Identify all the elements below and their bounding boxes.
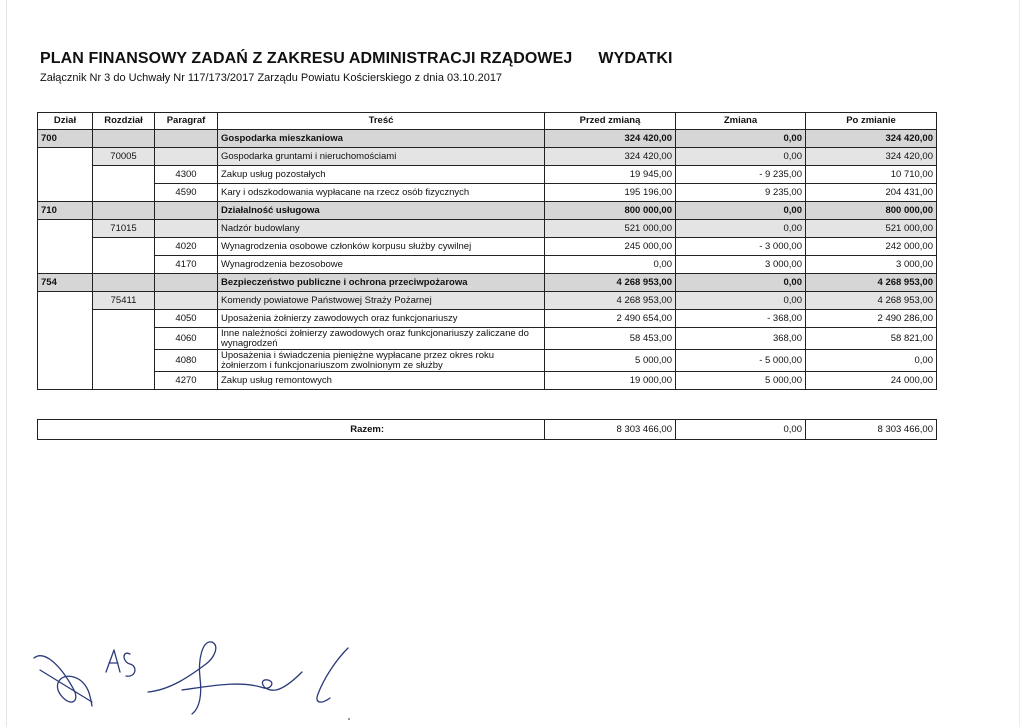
cell-tresc: Kary i odszkodowania wypłacane na rzecz osób fizycznych xyxy=(218,184,545,202)
budget-table xyxy=(37,112,937,390)
cell-tresc: Nadzór budowlany xyxy=(218,220,545,238)
cell-tresc: Gospodarka gruntami i nieruchomościami xyxy=(218,148,545,166)
signature-stroke-1 xyxy=(34,656,92,706)
table-row-paragraf xyxy=(38,350,937,372)
cell-przed: 245 000,00 xyxy=(545,238,676,256)
table-row-paragraf xyxy=(38,372,937,390)
cell-zmiana: 0,00 xyxy=(676,148,806,166)
signature-stroke-3 xyxy=(148,642,216,714)
initials-mark xyxy=(106,650,135,676)
cell-paragraf: 4170 xyxy=(155,256,218,274)
total-row xyxy=(38,420,937,440)
cell-po: 521 000,00 xyxy=(806,220,937,238)
cell-zmiana: - 368,00 xyxy=(676,310,806,328)
cell-zmiana: 3 000,00 xyxy=(676,256,806,274)
cell-zmiana: 5 000,00 xyxy=(676,372,806,390)
cell-po: 242 000,00 xyxy=(806,238,937,256)
cell-dzial: 710 xyxy=(38,202,93,220)
cell-po: 10 710,00 xyxy=(806,166,937,184)
cell-paragraf xyxy=(155,220,218,238)
table-row-paragraf xyxy=(38,256,937,274)
table-row-paragraf xyxy=(38,166,937,184)
table-row-rozdzial xyxy=(38,220,937,238)
cell-paragraf: 4050 xyxy=(155,310,218,328)
cell-dzial: 700 xyxy=(38,130,93,148)
cell-zmiana: 9 235,00 xyxy=(676,184,806,202)
cell-paragraf xyxy=(155,292,218,310)
cell-paragraf xyxy=(155,148,218,166)
cell-zmiana: 0,00 xyxy=(676,202,806,220)
cell-po: 324 420,00 xyxy=(806,130,937,148)
cell-po: 800 000,00 xyxy=(806,202,937,220)
cell-paragraf: 4020 xyxy=(155,238,218,256)
cell-dzial: 754 xyxy=(38,274,93,292)
table-row-paragraf xyxy=(38,184,937,202)
table-row-dzial xyxy=(38,130,937,148)
cell-rozdzial-empty xyxy=(93,238,155,274)
cell-tresc: Wynagrodzenia bezosobowe xyxy=(218,256,545,274)
cell-zmiana: - 9 235,00 xyxy=(676,166,806,184)
cell-przed: 195 196,00 xyxy=(545,184,676,202)
cell-zmiana: 0,00 xyxy=(676,274,806,292)
cell-paragraf: 4590 xyxy=(155,184,218,202)
col-header-po: Po zmianie xyxy=(806,113,937,130)
cell-tresc: Zakup usług remontowych xyxy=(218,372,545,390)
cell-przed: 521 000,00 xyxy=(545,220,676,238)
cell-tresc: Wynagrodzenia osobowe członków korpusu służby cywilnej xyxy=(218,238,545,256)
cell-paragraf: 4060 xyxy=(155,328,218,350)
cell-przed: 58 453,00 xyxy=(545,328,676,350)
col-header-dzial: Dział xyxy=(38,113,93,130)
cell-tresc: Działalność usługowa xyxy=(218,202,545,220)
cell-przed: 0,00 xyxy=(545,256,676,274)
table-row-paragraf xyxy=(38,238,937,256)
cell-przed: 2 490 654,00 xyxy=(545,310,676,328)
cell-po: 0,00 xyxy=(806,350,937,372)
cell-tresc: Gospodarka mieszkaniowa xyxy=(218,130,545,148)
cell-zmiana: - 5 000,00 xyxy=(676,350,806,372)
cell-paragraf xyxy=(155,130,218,148)
cell-paragraf: 4080 xyxy=(155,350,218,372)
cell-paragraf: 4300 xyxy=(155,166,218,184)
table-row-dzial xyxy=(38,202,937,220)
cell-tresc: Komendy powiatowe Państwowej Straży Pożarnej xyxy=(218,292,545,310)
title-tag: WYDATKI xyxy=(598,50,673,67)
cell-paragraf: 4270 xyxy=(155,372,218,390)
cell-rozdzial: 70005 xyxy=(93,148,155,166)
total-label: Razem: xyxy=(38,420,545,440)
cell-rozdzial xyxy=(93,202,155,220)
cell-przed: 19 000,00 xyxy=(545,372,676,390)
total-przed: 8 303 466,00 xyxy=(545,420,676,440)
cell-tresc: Inne należności żołnierzy zawodowych oraz funkcjonariuszy zaliczane do wynagrodzeń xyxy=(218,328,545,350)
cell-tresc: Uposażenia żołnierzy zawodowych oraz funkcjonariuszy xyxy=(218,310,545,328)
cell-przed: 800 000,00 xyxy=(545,202,676,220)
cell-przed: 324 420,00 xyxy=(545,130,676,148)
scan-edge-right xyxy=(1019,0,1020,727)
cell-tresc: Bezpieczeństwo publiczne i ochrona przeciwpożarowa xyxy=(218,274,545,292)
col-header-tresc: Treść xyxy=(218,113,545,130)
document-title xyxy=(40,50,673,68)
cell-przed: 324 420,00 xyxy=(545,148,676,166)
cell-przed: 4 268 953,00 xyxy=(545,274,676,292)
col-header-przed: Przed zmianą xyxy=(545,113,676,130)
cell-dzial-empty xyxy=(38,292,93,390)
table-row-paragraf xyxy=(38,310,937,328)
cell-po: 4 268 953,00 xyxy=(806,274,937,292)
col-header-rozdzial: Rozdział xyxy=(93,113,155,130)
cell-paragraf xyxy=(155,274,218,292)
cell-dzial-empty xyxy=(38,220,93,274)
cell-zmiana: 368,00 xyxy=(676,328,806,350)
cell-zmiana: 0,00 xyxy=(676,130,806,148)
cell-przed: 5 000,00 xyxy=(545,350,676,372)
table-header-row xyxy=(38,113,937,130)
total-table xyxy=(37,419,937,440)
cell-tresc: Uposażenia i świadczenia pieniężne wypłacane przez okres roku żołnierzom i funkcjonariuszom zwolnionym ze służby xyxy=(218,350,545,372)
cell-po: 24 000,00 xyxy=(806,372,937,390)
table-row-rozdzial xyxy=(38,292,937,310)
cell-paragraf xyxy=(155,202,218,220)
table-row-rozdzial xyxy=(38,148,937,166)
cell-po: 4 268 953,00 xyxy=(806,292,937,310)
cell-przed: 4 268 953,00 xyxy=(545,292,676,310)
cell-rozdzial-empty xyxy=(93,310,155,390)
cell-rozdzial-empty xyxy=(93,166,155,202)
title-text: PLAN FINANSOWY ZADAŃ Z ZAKRESU ADMINISTRACJI RZĄDOWEJ xyxy=(40,50,573,67)
cell-rozdzial: 75411 xyxy=(93,292,155,310)
cell-rozdzial: 71015 xyxy=(93,220,155,238)
col-header-zmiana: Zmiana xyxy=(676,113,806,130)
cell-po: 324 420,00 xyxy=(806,148,937,166)
cell-zmiana: 0,00 xyxy=(676,220,806,238)
table-row-paragraf xyxy=(38,328,937,350)
col-header-paragraf: Paragraf xyxy=(155,113,218,130)
cell-po: 3 000,00 xyxy=(806,256,937,274)
handwritten-signatures xyxy=(30,620,380,720)
cell-po: 2 490 286,00 xyxy=(806,310,937,328)
cell-po: 58 821,00 xyxy=(806,328,937,350)
cell-zmiana: - 3 000,00 xyxy=(676,238,806,256)
cell-po: 204 431,00 xyxy=(806,184,937,202)
total-po: 8 303 466,00 xyxy=(806,420,937,440)
cell-tresc: Zakup usług pozostałych xyxy=(218,166,545,184)
table-row-dzial xyxy=(38,274,937,292)
total-zmiana: 0,00 xyxy=(676,420,806,440)
cell-dzial-empty xyxy=(38,148,93,202)
cell-przed: 19 945,00 xyxy=(545,166,676,184)
scan-speck xyxy=(348,718,350,720)
signature-stroke-2 xyxy=(40,670,92,702)
cell-zmiana: 0,00 xyxy=(676,292,806,310)
scan-edge-left xyxy=(6,0,7,727)
cell-rozdzial xyxy=(93,130,155,148)
signature-stroke-5 xyxy=(317,648,348,702)
cell-rozdzial xyxy=(93,274,155,292)
document-subtitle: Załącznik Nr 3 do Uchwały Nr 117/173/2017 Zarządu Powiatu Kościerskiego z dnia 03.10.2017 xyxy=(40,72,503,84)
